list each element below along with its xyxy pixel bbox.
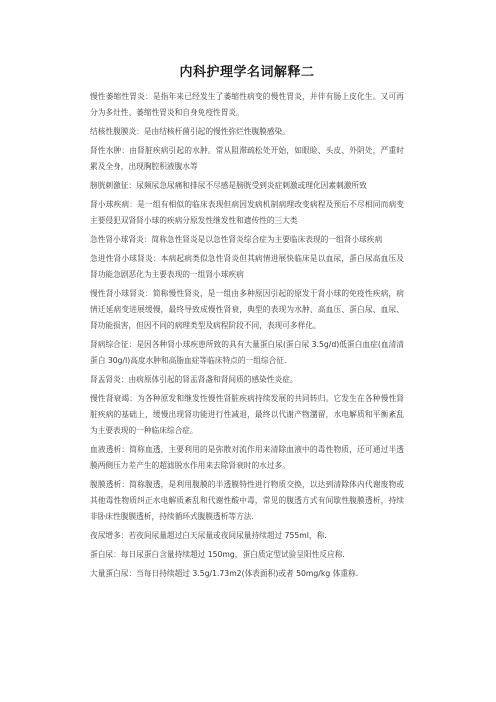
term-entry-nephrotic-syndrome: 肾病综合征：是因各种肾小球疾患所致的具有大量蛋白尿(蛋白尿 3.5g/d)低蛋白血症(血清清蛋白 30g/l)高度水肿和高脂血症等临床特点的一组综合征.: [90, 340, 404, 365]
term-entry-peritoneal-dialysis: 腹膜透析：简称腹透，是利用腹膜的半透膜特性进行物质交换，以达到清除体内代谢废物或其他毒性物质纠正水电解质紊乱和代谢性酸中毒，常见的腹透方式有间歇性腹膜透析，持续非卧床性腹膜透析，持续循环式腹膜透析等方法.: [90, 480, 404, 521]
term-entry-bladder-irritation: 膀胱刺激征：尿频尿急尿痛和排尿不尽感是膀胱受到炎症刺激或理化因素刺激所致: [90, 181, 367, 190]
term-entry-acute-glomerulonephritis: 急性肾小球肾炎：简称急性肾炎是以急性肾炎综合症为主要临床表现的一组肾小球疾病: [90, 235, 383, 244]
term-entry-tuberculous-peritonitis: 结核性腹膜炎：是由结核杆菌引起的慢性弥烂性腹膜感染。: [90, 127, 290, 136]
term-entry-chronic-renal-failure: 慢性肾衰竭：为各种原发和继发性慢性肾脏疾病持续发展的共同转归。它发生在各种慢性肾脏疾病的基础上，缓慢出现肾功能进行性减退，最终以代谢产物潴留，水电解质和平衡紊乱为主要表现的一种临床综合症。: [90, 394, 404, 435]
term-entry-renal-edema: 肾性水肿：由肾脏疾病引起的水肿。常从阻滞疏松处开始，如眼睑、头皮、外阴处，严重时累及全身，出现胸腔积液腹水等: [90, 146, 404, 171]
term-entry-hemodialysis: 血液透析：简称血透，主要利用的是弥散对流作用来清除血液中的毒性物质，还可通过半透膜两侧压力差产生的超滤脱水作用来去除肾衰时的水过多。: [90, 445, 404, 470]
term-entry-pyelonephritis: 肾盂肾炎：由病原体引起的肾盂肾盏和肾间质的感染性炎症。: [90, 375, 298, 384]
term-entry-chronic-glomerulonephritis: 慢性肾小球肾炎：简称慢性肾炎，是一组由多种原因引起的原发于肾小球的免疫性疾病，病情迁延病变进展缓慢，最终导致成慢性肾衰，典型的表现为水肿、高血压、蛋白尿、血尿、肾功能损害，但因不同的病理类型及病程阶段不同，表现可多样化。: [90, 289, 404, 330]
term-entry-glomerular-disease: 肾小球疾病：是一组有相似的临床表现但病因发病机制病理改变病程及预后不尽相同而病变主要侵犯双肾肾小球的疾病分原发性继发性和遗传性的三大类: [90, 200, 404, 225]
term-entry-nocturia: 夜尿增多：若夜间尿量超过白天尿量或夜间尿量持续超过 755ml，称.: [90, 531, 327, 540]
term-entry-massive-proteinuria: 大量蛋白尿：当每日持续超过 3.5g/1.73m2(体表面积)或者 50mg/kg 体重称.: [90, 569, 359, 578]
term-entry-rapidly-progressive-glomerulonephritis: 急进性肾小球肾炎：本病起病类似急性肾炎但其病情进展快临床是以血尿，蛋白尿高血压及肾功能急剧恶化为主要表现的一组肾小球疾病: [90, 254, 404, 279]
term-entry-proteinuria: 蛋白尿：每日尿蛋白含量持续超过 150mg，蛋白质定型试验呈阳性反应称.: [90, 550, 345, 559]
term-entry-chronic-atrophic-gastritis: 慢性萎缩性胃炎：是指年来已经发生了萎缩性病变的慢性胃炎，并伴有肠上皮化生。又可再分为多灶性、萎缩性胃炎和自身免疫性胃炎。: [90, 92, 404, 117]
document-title: 内科护理学名词解释二: [179, 65, 315, 80]
